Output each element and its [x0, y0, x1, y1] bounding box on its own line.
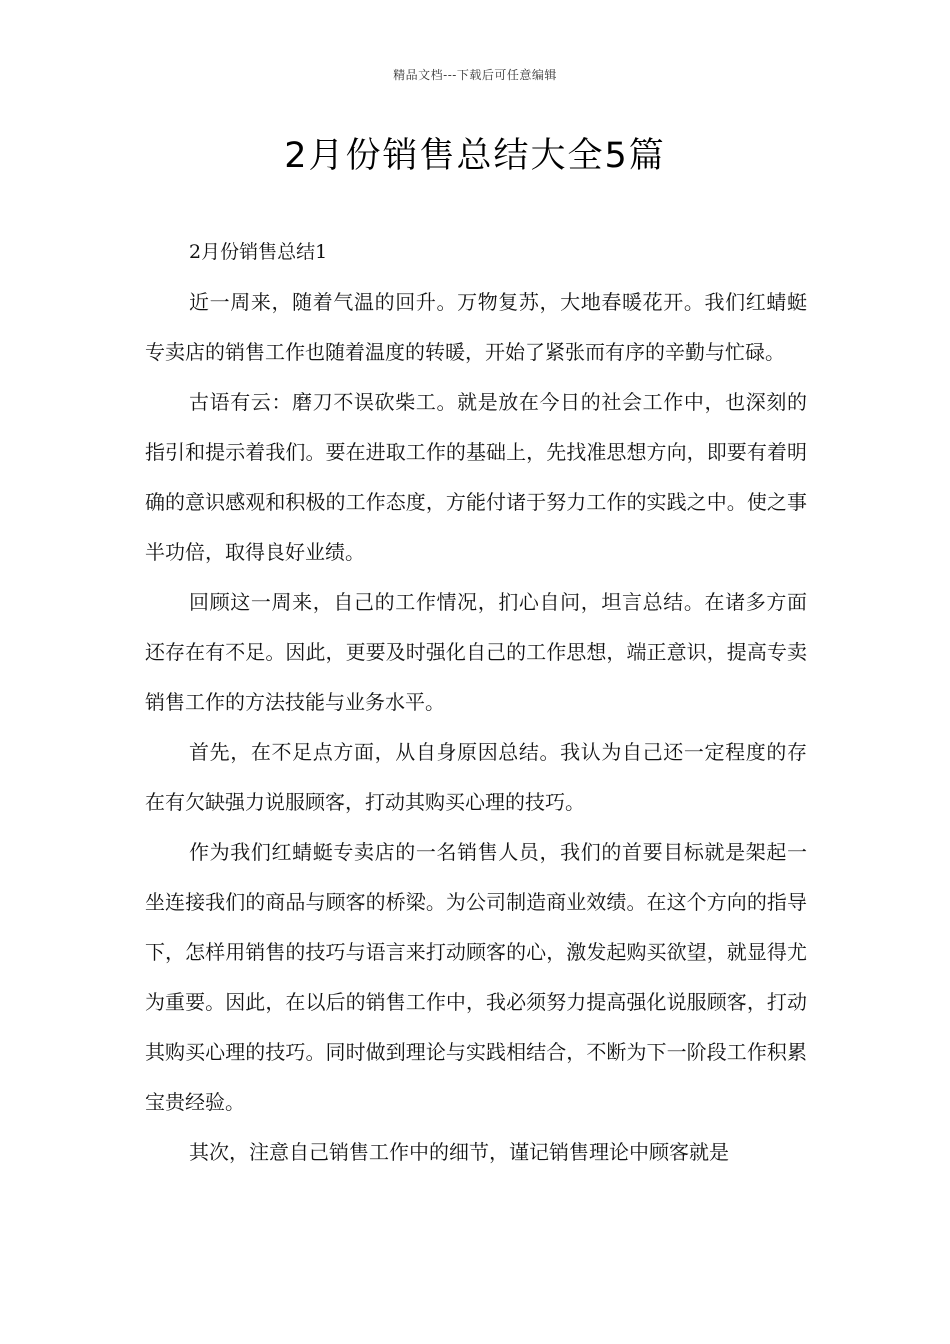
paragraph: 近一周来，随着气温的回升。万物复苏，大地春暖花开。我们红蜻蜓专卖店的销售工作也随着温度的转暖，开始了紧张而有序的辛勤与忙碌。 [145, 290, 807, 364]
header-note: 精品文档---下载后可任意编辑 [393, 68, 557, 82]
paragraph: 其次，注意自己销售工作中的细节，谨记销售理论中顾客就是 [189, 1140, 729, 1164]
paragraph: 作为我们红蜻蜓专卖店的一名销售人员，我们的首要目标就是架起一坐连接我们的商品与顾客的桥梁。为公司制造商业效绩。在这个方向的指导下，怎样用销售的技巧与语言来打动顾客的心，激发起购买欲望，就显得尤为重要。因此，在以后的销售工作中，我必须努力提高强化说服顾客，打动其购买心理的技巧。同时做到理论与实践相结合，不断为下一阶段工作积累宝贵经验。 [145, 840, 807, 1114]
section-heading: 2月份销售总结1 [189, 241, 328, 263]
document-body [145, 227, 807, 1177]
document-title: 2月份销售总结大全5篇 [284, 136, 666, 176]
paragraph: 首先，在不足点方面，从自身原因总结。我认为自己还一定程度的存在有欠缺强力说服顾客，打动其购买心理的技巧。 [145, 740, 807, 814]
paragraph: 古语有云：磨刀不误砍柴工。就是放在今日的社会工作中，也深刻的指引和提示着我们。要在进取工作的基础上，先找准思想方向，即要有着明确的意识感观和积极的工作态度，方能付诸于努力工作的实践之中。使之事半功倍，取得良好业绩。 [145, 390, 807, 564]
paragraph: 回顾这一周来，自己的工作情况，扪心自问，坦言总结。在诸多方面还存在有不足。因此，更要及时强化自己的工作思想，端正意识，提高专卖销售工作的方法技能与业务水平。 [145, 590, 807, 714]
